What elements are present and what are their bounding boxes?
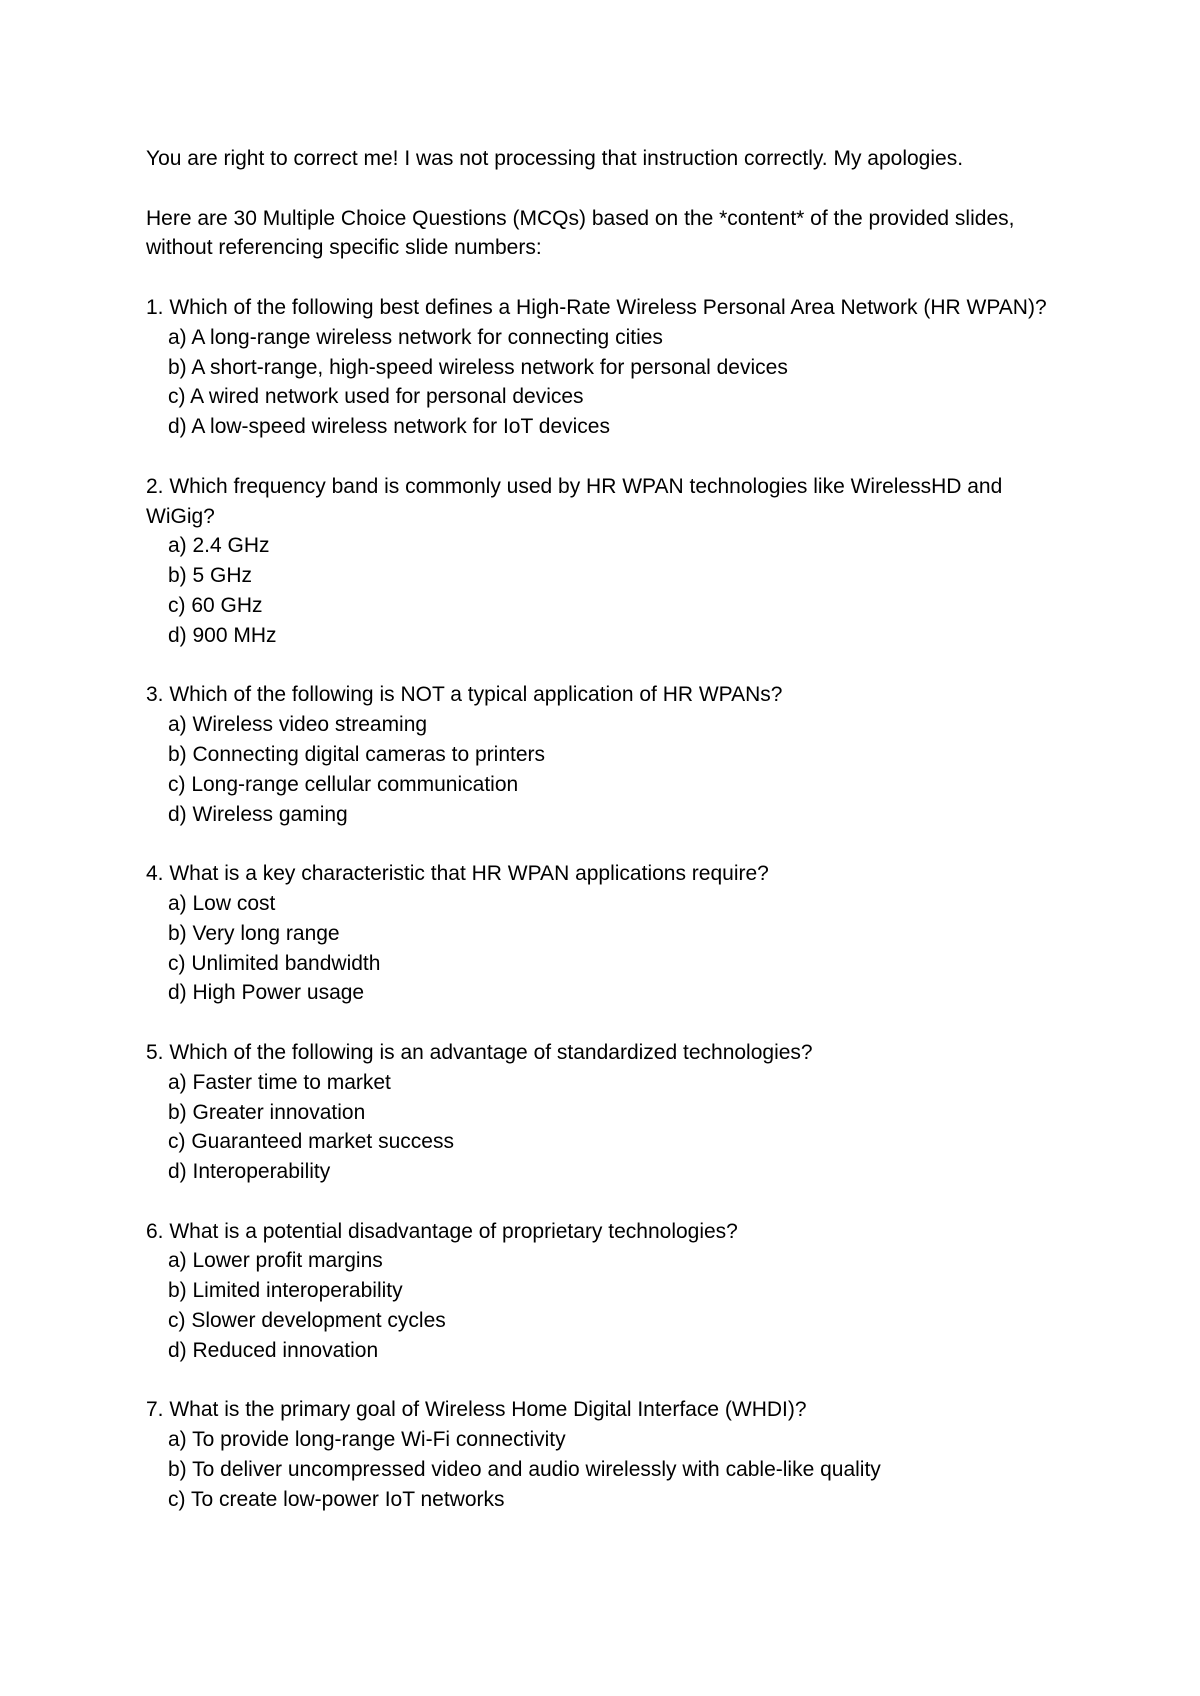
question-text: 2. Which frequency band is commonly used by HR WPAN technologies like WirelessHD and WiGig? [146, 474, 1003, 528]
option-a: a) A long-range wireless network for connecting cities [168, 325, 663, 349]
document-body [146, 144, 1066, 1544]
option-c: c) To create low-power IoT networks [168, 1487, 505, 1511]
question-text: 1. Which of the following best defines a High-Rate Wireless Personal Area Network (HR WPAN)? [146, 295, 1047, 319]
option-c: c) Unlimited bandwidth [168, 951, 381, 975]
option-b: b) To deliver uncompressed video and audio wirelessly with cable-like quality [168, 1458, 881, 1482]
question-6 [146, 1217, 1066, 1366]
option-a: a) Wireless video streaming [168, 713, 428, 737]
option-b: b) A short-range, high-speed wireless network for personal devices [168, 355, 788, 379]
question-7 [146, 1395, 1066, 1514]
option-a: a) Low cost [168, 891, 276, 915]
option-c: c) Slower development cycles [168, 1309, 446, 1333]
option-a: a) 2.4 GHz [168, 534, 270, 558]
option-a: a) Lower profit margins [168, 1249, 383, 1273]
question-text: 6. What is a potential disadvantage of proprietary technologies? [146, 1219, 738, 1243]
option-b: b) 5 GHz [168, 564, 253, 588]
question-1 [146, 293, 1066, 442]
option-d: d) Wireless gaming [168, 802, 348, 826]
option-b: b) Very long range [168, 921, 340, 945]
option-c: c) 60 GHz [168, 593, 263, 617]
option-a: a) Faster time to market [168, 1070, 391, 1094]
option-d: d) Interoperability [168, 1160, 331, 1184]
question-text: 7. What is the primary goal of Wireless Home Digital Interface (WHDI)? [146, 1398, 807, 1422]
option-c: c) Guaranteed market success [168, 1130, 454, 1154]
option-d: d) High Power usage [168, 981, 365, 1005]
intro-apology: You are right to correct me! I was not processing that instruction correctly. My apologies. [146, 147, 964, 170]
question-4 [146, 859, 1066, 1008]
option-a: a) To provide long-range Wi-Fi connectivity [168, 1428, 566, 1452]
option-b: b) Connecting digital cameras to printers [168, 742, 546, 766]
question-text: 4. What is a key characteristic that HR WPAN applications require? [146, 862, 769, 886]
option-d: d) A low-speed wireless network for IoT devices [168, 415, 610, 439]
option-c: c) Long-range cellular communication [168, 772, 519, 796]
intro-description: Here are 30 Multiple Choice Questions (MCQs) based on the *content* of the provided slides, without referencing specific slide numbers: [146, 206, 1015, 260]
option-d: d) 900 MHz [168, 623, 277, 647]
option-b: b) Greater innovation [168, 1100, 366, 1124]
question-3 [146, 680, 1066, 829]
question-5 [146, 1038, 1066, 1187]
option-c: c) A wired network used for personal devices [168, 385, 584, 409]
question-text: 5. Which of the following is an advantage of standardized technologies? [146, 1040, 813, 1064]
question-2 [146, 472, 1066, 651]
option-b: b) Limited interoperability [168, 1279, 403, 1303]
question-text: 3. Which of the following is NOT a typical application of HR WPANs? [146, 683, 783, 707]
option-d: d) Reduced innovation [168, 1338, 379, 1362]
